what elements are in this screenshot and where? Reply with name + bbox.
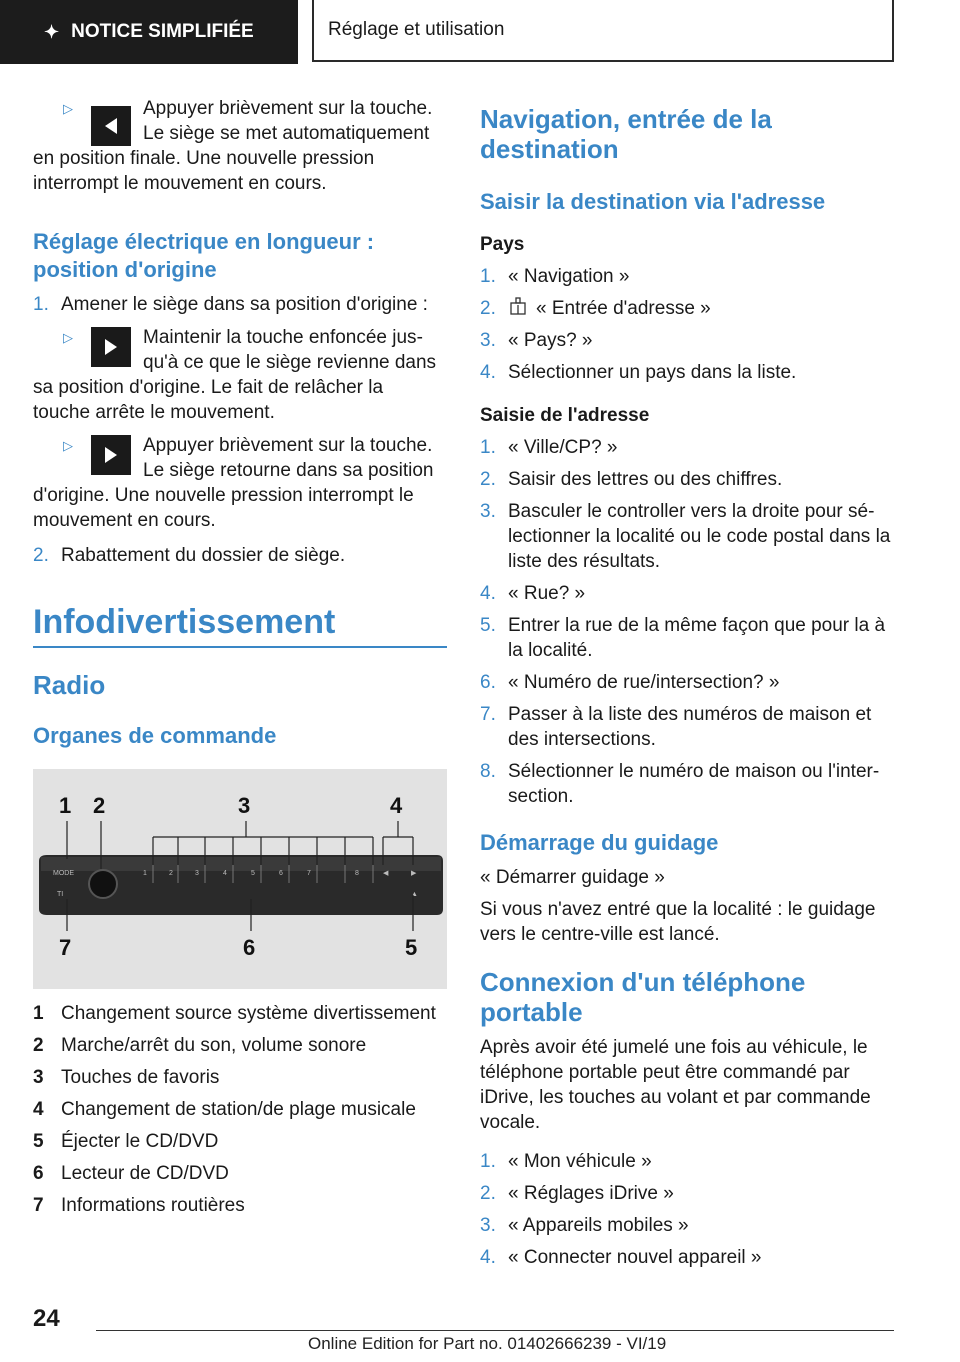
chapter-tab[interactable]	[312, 0, 894, 62]
phone-connection-steps	[480, 1149, 894, 1270]
bullet-triangle-icon: ▷	[63, 101, 73, 116]
legend-text: Informations routières	[61, 1195, 245, 1216]
quick-reference-icon: ✦	[44, 21, 60, 42]
button-label-mode: MODE	[53, 870, 74, 877]
list-number: 1.	[480, 266, 496, 287]
list-number: 1.	[33, 294, 49, 315]
section-label: NOTICE SIMPLIFIÉE	[71, 21, 254, 42]
heading-enter-address: Saisir la destination via l'adresse	[480, 189, 826, 214]
list-item-text: Amener le siège dans sa position d'origine :	[61, 294, 428, 315]
svg-text:TI: TI	[57, 891, 64, 898]
list-number: 1.	[480, 437, 496, 458]
callout-6: 6	[243, 935, 256, 960]
heading-infotainment: Infodivertissement	[33, 603, 336, 641]
list-item	[33, 292, 447, 317]
legend-item	[33, 1161, 447, 1186]
address-steps	[480, 435, 894, 809]
heading-radio: Radio	[33, 670, 106, 700]
list-item-text: Sélectionner un pays dans la liste.	[508, 362, 797, 383]
country-steps	[480, 264, 894, 385]
legend-number: 4	[33, 1099, 44, 1120]
list-item-text: « Numéro de rue/intersection? »	[508, 672, 780, 693]
legend-text: Éjecter le CD/DVD	[61, 1131, 219, 1152]
left-column	[33, 96, 447, 750]
heading-rule	[33, 646, 447, 648]
legend-item	[33, 1193, 447, 1218]
list-number: 7.	[480, 704, 496, 725]
list-number: 2.	[480, 1183, 496, 1204]
list-item	[480, 435, 894, 460]
step-short-press-body: Appuyer brièvement sur la touche. Le siège se met automatiquement en position finale. Une nouvelle pression interrompt le mouvement en cours.	[33, 98, 433, 194]
edition-note: Online Edition for Part no. 01402666239 - VI/19	[308, 1334, 667, 1353]
legend-item	[33, 1001, 447, 1026]
legend-item	[33, 1129, 447, 1154]
list-item-text: Entrer la rue de la même façon que pour la à la localité.	[508, 615, 886, 661]
list-number: 1.	[480, 1151, 496, 1172]
sub-step-hold	[33, 325, 447, 425]
svg-text:2: 2	[169, 870, 173, 877]
list-item	[480, 1149, 894, 1174]
legend-item	[33, 1065, 447, 1090]
svg-text:▲: ▲	[411, 891, 418, 898]
right-column	[480, 104, 894, 1277]
callout-5: 5	[405, 935, 418, 960]
heading-start-guidance: Démarrage du guidage	[480, 830, 719, 855]
list-item-text: « Appareils mobiles »	[508, 1215, 689, 1236]
subheading-address: Saisie de l'adresse	[480, 405, 650, 426]
section-tab[interactable]	[0, 0, 298, 64]
subheading-country: Pays	[480, 234, 525, 255]
list-number: 3.	[480, 501, 496, 522]
bullet-triangle-icon: ▷	[63, 438, 73, 453]
list-item-text: « Ville/CP? »	[508, 437, 618, 458]
sub-step-press	[33, 433, 447, 537]
list-item	[480, 499, 894, 574]
sub-step-hold-text: Maintenir la touche enfoncée jusqu'à ce que le siège revienne dans sa position d'origine. Le fait de relâcher la touche arrête le mouvement.	[33, 327, 437, 423]
legend-number: 1	[33, 1003, 44, 1024]
legend-number: 2	[33, 1035, 44, 1056]
svg-text:3: 3	[195, 870, 199, 877]
legend-number: 6	[33, 1163, 44, 1184]
radio-controls-figure	[33, 769, 447, 989]
svg-text:1: 1	[143, 870, 147, 877]
list-item	[480, 1245, 894, 1270]
legend-list	[33, 1001, 447, 1218]
address-entry-icon	[508, 298, 536, 319]
svg-text:▶: ▶	[411, 870, 417, 877]
phone-connection-text: Après avoir été jumelé une fois au véhicule, le téléphone portable peut être commandé par iDrive, les touches au volant et par commande vocale.	[480, 1037, 871, 1133]
list-item	[480, 1213, 894, 1238]
list-item-text: « Navigation »	[508, 266, 630, 287]
list-item-text: Passer à la liste des numéros de maison et des intersections.	[508, 704, 872, 750]
list-item	[480, 759, 894, 809]
list-item-text: « Connecter nouvel appareil »	[508, 1247, 762, 1268]
callout-3: 3	[238, 793, 251, 818]
list-number: 8.	[480, 761, 496, 782]
list-number: 4.	[480, 362, 496, 383]
legend-text: Changement source système divertissement	[61, 1003, 436, 1024]
list-item	[480, 264, 894, 289]
list-number: 2.	[33, 545, 49, 566]
list-number: 3.	[480, 330, 496, 351]
list-item-text: Sélectionner le numéro de maison ou l'intersection.	[508, 761, 880, 807]
list-item	[480, 467, 894, 492]
list-number: 2.	[480, 298, 496, 319]
list-number: 2.	[480, 469, 496, 490]
legend-item	[33, 1097, 447, 1122]
svg-text:5: 5	[251, 870, 255, 877]
legend-number: 3	[33, 1067, 44, 1088]
list-number: 6.	[480, 672, 496, 693]
legend-number: 7	[33, 1195, 44, 1216]
legend-text: Lecteur de CD/DVD	[61, 1163, 229, 1184]
list-number: 3.	[480, 1215, 496, 1236]
footer-rule	[96, 1330, 894, 1331]
list-item-text: « Pays? »	[508, 330, 593, 351]
callout-1: 1	[59, 793, 72, 818]
list-number: 4.	[480, 1247, 496, 1268]
heading-phone-connection: Connexion d'un téléphone portable	[480, 967, 806, 1027]
list-item	[480, 360, 894, 385]
list-item-text: « Entrée d'adresse »	[536, 298, 711, 319]
legend-item	[33, 1033, 447, 1058]
list-item	[480, 702, 894, 752]
list-item-text: « Réglages iDrive »	[508, 1183, 674, 1204]
list-number: 5.	[480, 615, 496, 636]
list-item-text: Basculer le controller vers la droite pour sélectionner la localité ou le code postal dans la liste des résultats.	[508, 501, 891, 572]
legend-number: 5	[33, 1131, 44, 1152]
legend-text: Touches de favoris	[61, 1067, 220, 1088]
start-guidance-menu: « Démarrer guidage »	[480, 867, 665, 888]
list-item	[480, 581, 894, 606]
list-item	[480, 670, 894, 695]
list-item-text: « Rue? »	[508, 583, 586, 604]
svg-text:7: 7	[307, 870, 311, 877]
legend-text: Marche/arrêt du son, volume sonore	[61, 1035, 367, 1056]
svg-text:8: 8	[355, 870, 359, 877]
legend-text: Changement de station/de plage musicale	[61, 1099, 416, 1120]
figure-legend	[33, 1001, 447, 1225]
page-number: 24	[33, 1305, 60, 1332]
list-item-text: Saisir des lettres ou des chiffres.	[508, 469, 783, 490]
step-short-press	[33, 96, 447, 200]
list-item	[33, 543, 447, 568]
list-item-text: Rabattement du dossier de siège.	[61, 545, 346, 566]
sub-step-press-text: Appuyer brièvement sur la touche. Le siège retourne dans sa position d'origine. Une nouvelle pression interrompt le mouvement en cours.	[33, 435, 434, 531]
heading-controls: Organes de commande	[33, 723, 277, 748]
svg-text:◀: ◀	[383, 870, 389, 877]
callout-2: 2	[93, 793, 106, 818]
radio-panel-illustration	[33, 769, 447, 989]
heading-electric-adjust: Réglage électrique en longueur : position d'origine	[33, 229, 375, 282]
bullet-triangle-icon: ▷	[63, 330, 73, 345]
list-item-text: « Mon véhicule »	[508, 1151, 652, 1172]
list-item	[480, 613, 894, 663]
list-number: 4.	[480, 583, 496, 604]
list-item	[480, 328, 894, 353]
chapter-label: Réglage et utilisation	[328, 19, 505, 40]
callout-7: 7	[59, 935, 72, 960]
heading-navigation: Navigation, entrée de la destination	[480, 104, 772, 164]
list-item	[480, 1181, 894, 1206]
svg-text:4: 4	[223, 870, 227, 877]
start-guidance-text: Si vous n'avez entré que la localité : le guidage vers le centre-ville est lancé.	[480, 899, 876, 945]
list-item	[480, 296, 894, 321]
callout-4: 4	[390, 793, 403, 818]
svg-text:6: 6	[279, 870, 283, 877]
